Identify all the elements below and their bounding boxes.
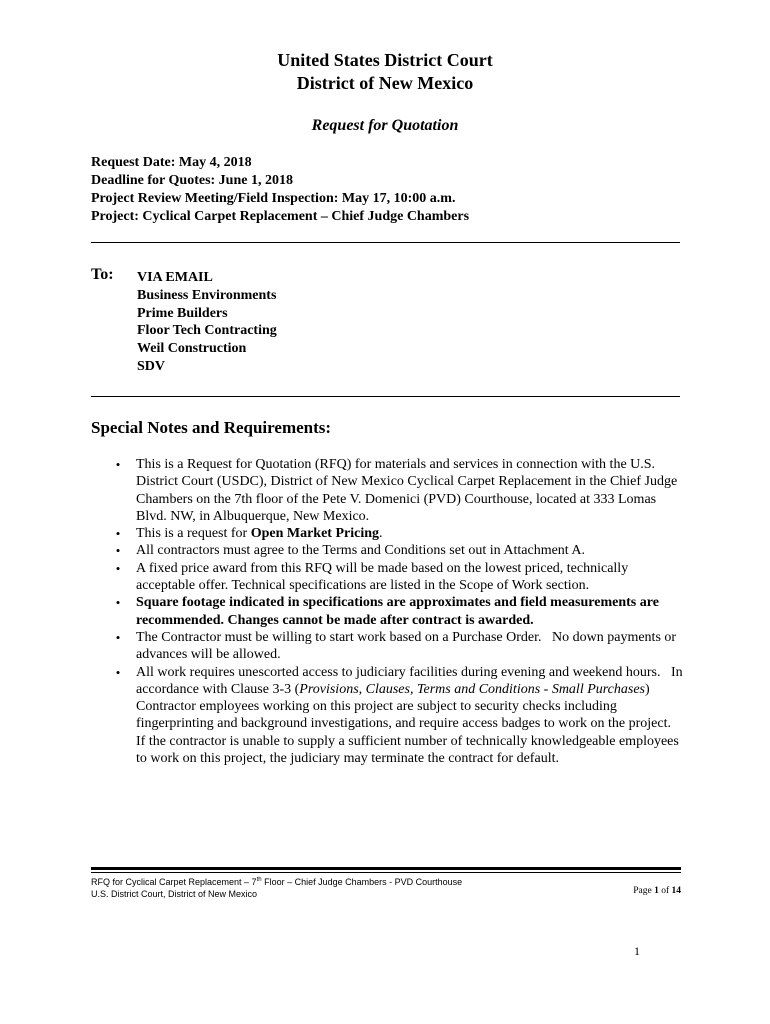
notes-list (113, 456, 687, 767)
recipient: Prime Builders (137, 305, 228, 321)
note-text-part: ) Contractor employees working on this project are subject to security checks including fingerprinting and background investigations, and require access badges to work on the project. If the contractor is unable to supply a sufficient number of technically knowledgeable employees to work on this project, the judiciary may terminate the contract for default. (136, 681, 683, 767)
bullet-icon: • (115, 543, 121, 559)
list-item (113, 664, 687, 768)
note-text-part: This is a request for (136, 526, 251, 542)
court-name: United States District Court (277, 50, 493, 70)
list-item (113, 629, 683, 664)
bullet-icon: • (115, 457, 121, 472)
note-text (136, 664, 687, 768)
bullet-icon: • (115, 629, 121, 645)
list-item (113, 542, 683, 559)
district-name: District of New Mexico (296, 73, 474, 93)
page-label: of (658, 886, 672, 896)
footer-divider-thin (91, 872, 681, 873)
page-number: 1 (634, 944, 640, 958)
recipient: Weil Construction (137, 341, 247, 357)
bullet-icon: • (115, 595, 121, 611)
bullet-icon: • (115, 560, 121, 576)
section-heading: Special Notes and Requirements: (91, 418, 332, 437)
list-item (113, 560, 683, 595)
current-page: 1 (654, 886, 659, 896)
note-text-part: . (379, 526, 383, 542)
list-item (113, 456, 683, 525)
list-item (113, 594, 683, 629)
divider-middle (91, 396, 680, 397)
page-indicator (633, 886, 681, 896)
footer-text: Floor – Chief Judge Chambers - PVD Courthouse (261, 877, 463, 887)
note-text: A fixed price award from this RFQ will be made based on the lowest priced, technically acceptable offer. Technical specifications are listed in the Scope of Work section. (136, 560, 629, 594)
footer-text: RFQ for Cyclical Carpet Replacement – 7 (91, 877, 257, 887)
note-text: The Contractor must be willing to start work based on a Purchase Order. No down payments or advances will be allowed. (136, 629, 680, 663)
bullet-icon: • (115, 664, 121, 680)
note-text (136, 525, 683, 542)
recipient: Business Environments (137, 287, 277, 303)
document-type: Request for Quotation (311, 117, 459, 134)
recipient: Floor Tech Contracting (137, 323, 277, 339)
list-item (113, 525, 683, 542)
footer-line-2: U.S. District Court, District of New Mexico (91, 888, 258, 899)
note-text: This is a Request for Quotation (RFQ) for materials and services in connection with the U.S. District Court (USDC), District of New Mexico Cyclical Carpet Replacement in the Chief Judge Chambers on the 7th floor of the Pete V. Domenici (PVD) Courthouse, located at 333 Lomas Blvd. NW, in Albuquerque, New Mexico. (136, 457, 678, 524)
total-pages: 14 (671, 886, 681, 896)
to-label: To: (91, 266, 114, 283)
footer-line-1 (91, 875, 462, 889)
pricing-emphasis: Open Market Pricing (250, 526, 380, 542)
review-meeting: Project Review Meeting/Field Inspection: May 17, 10:00 a.m. (91, 191, 456, 206)
page-label: Page (633, 886, 655, 896)
deadline: Deadline for Quotes: June 1, 2018 (91, 173, 293, 188)
project-name: Project: Cyclical Carpet Replacement – Chief Judge Chambers (91, 209, 470, 224)
footer-info (91, 875, 462, 900)
note-text: All contractors must agree to the Terms and Conditions set out in Attachment A. (136, 543, 586, 559)
footer-superscript: th (256, 877, 262, 883)
note-text: Square footage indicated in specifications are approximates and field measurements are recommended. Changes cannot be made after contract is awarded. (136, 595, 659, 628)
divider-top (91, 242, 680, 243)
request-details (91, 154, 469, 226)
bullet-icon: • (115, 526, 121, 542)
recipient: SDV (137, 358, 166, 374)
request-date: Request Date: May 4, 2018 (91, 155, 252, 170)
footer-divider-thick (91, 867, 681, 870)
clause-title: Provisions, Clauses, Terms and Conditions - Small Purchases (299, 681, 646, 697)
note-text-part: All work requires unescorted access to judiciary facilities during evening and weekend hours. In accordance with Clause 3-3 ( (136, 664, 687, 697)
delivery-method: VIA EMAIL (137, 270, 213, 285)
recipient-list (137, 269, 277, 376)
